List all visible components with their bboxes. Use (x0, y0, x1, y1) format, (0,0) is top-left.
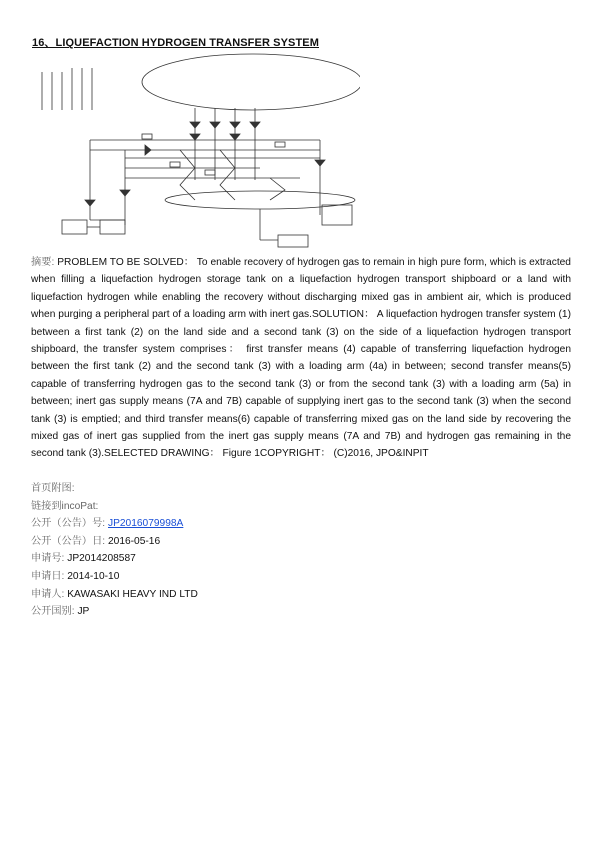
abstract (31, 254, 571, 463)
patent-drawing (30, 50, 360, 250)
first-tank-shape (165, 191, 355, 209)
country-label: 公开国别: (31, 606, 75, 618)
first-image-label: 首页附图: (31, 483, 75, 494)
document-title: 16、LIQUEFACTION HYDROGEN TRANSFER SYSTEM (32, 37, 319, 49)
applicant-label: 申请人: (31, 588, 65, 600)
bibliographic-info (31, 480, 198, 621)
application-number-row (31, 550, 198, 568)
application-number-value: JP2014208587 (67, 553, 136, 565)
publication-date-label: 公开（公告）日: (31, 535, 106, 547)
application-number-label: 申请号: (31, 553, 65, 565)
publication-number-row (31, 515, 198, 533)
applicant-row (31, 586, 198, 604)
application-date-row (31, 568, 198, 586)
publication-date-row (31, 533, 198, 551)
publication-date-value: 2016-05-16 (108, 535, 161, 547)
country-value: JP (77, 606, 90, 618)
abstract-label: 摘要: (31, 257, 55, 268)
publication-number-label: 公开（公告）号: (31, 518, 106, 530)
abstract-text: PROBLEM TO BE SOLVED： To enable recovery of hydrogen gas to remain in high pure form, which is extracted when filling a liquefaction hydrogen storage tank on a liquefaction hydrogen transport shipboard or a land with liquefaction hydrogen while enabling the recovery without discharging mixed gas in ambient air, which is produced when purging a peripheral part of a loading arm with inert gas.SOLUTION： A liquefaction hydrogen transfer system (1) between a first tank (2) on the land side and a second tank (3) on the side of a liquefaction hydrogen transport shipboard, the transfer system comprises： first transfer means (4) capable of transferring liquefaction hydrogen between the first tank (2) and the second tank (3) with a loading arm (4a) in between; second transfer means(5) capable of transferring hydrogen gas to the second tank (3) or from the second tank (3) with a loading arm (5a) in between; inert gas supply means (7A and 7B) capable of supplying inert gas to the second tank (3) when the second tank (3) is emptied; and third transfer means(6) capable of transferring mixed gas on the land side by recovering the mixed gas of inert gas supplied from the inert gas supply means (7A and 7B) and hydrogen gas remaining in the second tank (3).SELECTED DRAWING： Figure 1COPYRIGHT： (C)2016, JPO&INPIT (31, 257, 571, 460)
first-image-row (31, 480, 198, 498)
publication-number-link[interactable]: JP2016079998A (108, 518, 184, 530)
incopat-link-label: 链接到incoPat: (31, 500, 99, 512)
application-date-value: 2014-10-10 (67, 570, 120, 582)
country-row (31, 603, 198, 621)
application-date-label: 申请日: (31, 570, 65, 582)
second-tank-shape (142, 54, 360, 110)
applicant-value: KAWASAKI HEAVY IND LTD (67, 588, 198, 600)
incopat-link-row (31, 498, 198, 516)
